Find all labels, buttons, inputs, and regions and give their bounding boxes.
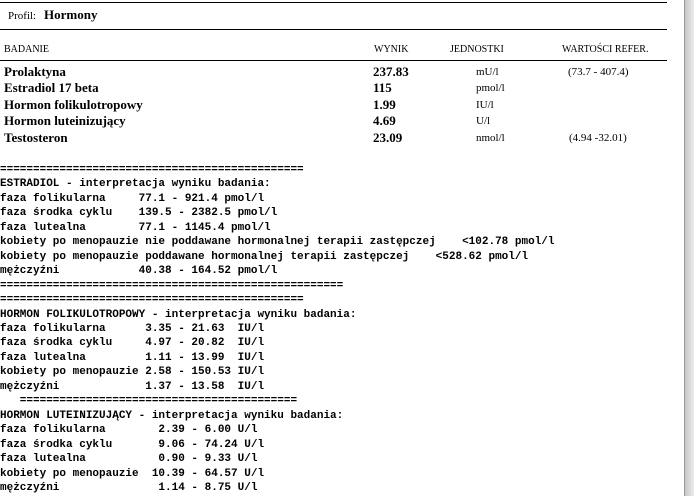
interp-line: kobiety po menopauzie 10.39 - 64.57 U/l xyxy=(0,467,265,480)
top-rule xyxy=(0,2,667,3)
interp-line: mężczyźni 40.38 - 164.52 pmol/l xyxy=(0,265,278,278)
separator-line: ==================================================== xyxy=(0,279,344,292)
col-header-jednostki: JEDNOSTKI xyxy=(450,44,504,55)
result-value: 115 xyxy=(373,80,392,95)
result-value: 23.09 xyxy=(373,130,403,145)
profile-name: Hormony xyxy=(44,7,98,22)
interp-line: faza lutealna 0.90 - 9.33 U/l xyxy=(0,453,258,466)
interp-line: faza środka cyklu 139.5 - 2382.5 pmol/l xyxy=(0,207,278,220)
col-header-wynik: WYNIK xyxy=(374,44,409,55)
result-value: 1.99 xyxy=(373,97,396,112)
separator-line: ============================================== xyxy=(0,294,304,307)
interp-line: faza folikularna 3.35 - 21.63 IU/l xyxy=(0,322,265,335)
interp-line: faza środka cyklu 4.97 - 20.82 IU/l xyxy=(0,337,265,350)
result-unit: U/l xyxy=(476,115,491,127)
result-unit: pmol/l xyxy=(476,82,505,94)
page-shadow xyxy=(685,0,694,496)
result-name: Estradiol 17 beta xyxy=(4,80,99,95)
interp-line: faza lutealna 77.1 - 1145.4 pmol/l xyxy=(0,221,271,234)
separator-line: ============================================== xyxy=(0,164,304,176)
table-header-rule xyxy=(0,60,667,61)
result-name: Testosteron xyxy=(4,130,68,145)
result-ref-range: (73.7 - 407.4) xyxy=(568,66,629,78)
result-unit: IU/l xyxy=(476,99,494,111)
interp-line: faza folikularna 77.1 - 921.4 pmol/l xyxy=(0,192,265,205)
result-value: 4.69 xyxy=(373,113,396,128)
interp-line: faza środka cyklu 9.06 - 74.24 U/l xyxy=(0,438,265,451)
result-unit: nmol/l xyxy=(476,132,505,144)
result-unit: mU/l xyxy=(476,66,499,78)
interp-line: HORMON LUTEINIZUJĄCY - interpretacja wyniku badania: xyxy=(0,409,344,422)
interp-line: faza folikularna 2.39 - 6.00 U/l xyxy=(0,424,258,437)
result-name: Prolaktyna xyxy=(4,64,66,79)
result-name: Hormon folikulotropowy xyxy=(4,97,143,112)
interp-line: kobiety po menopauzie 2.58 - 150.53 IU/l xyxy=(0,366,265,379)
col-header-wartosci: WARTOŚCI REFER. xyxy=(562,44,649,55)
interpretation-block xyxy=(0,163,555,495)
interp-line: kobiety po menopauzie nie poddawane hormonalnej terapii zastępczej <102.78 pmol/l xyxy=(0,236,555,249)
interp-line: mężczyźni 1.37 - 13.58 IU/l xyxy=(0,380,265,393)
profile-label: Profil: xyxy=(8,10,37,22)
interp-line: HORMON FOLIKULOTROPOWY - interpretacja wyniku badania: xyxy=(0,308,357,321)
result-ref-range: (4.94 -32.01) xyxy=(569,132,627,144)
interp-line: kobiety po menopauzie poddawane hormonalnej terapii zastępczej <528.62 pmol/l xyxy=(0,250,529,263)
result-name: Hormon luteinizujący xyxy=(4,113,126,128)
separator-line: ========================================== xyxy=(0,395,298,408)
col-header-badanie: BADANIE xyxy=(4,44,49,55)
result-value: 237.83 xyxy=(373,64,409,79)
interp-line: mężczyźni 1.14 - 8.75 U/l xyxy=(0,481,258,494)
interp-line: faza lutealna 1.11 - 13.99 IU/l xyxy=(0,351,265,364)
interp-line: ESTRADIOL - interpretacja wyniku badania: xyxy=(0,178,271,191)
profile-rule xyxy=(0,29,667,30)
